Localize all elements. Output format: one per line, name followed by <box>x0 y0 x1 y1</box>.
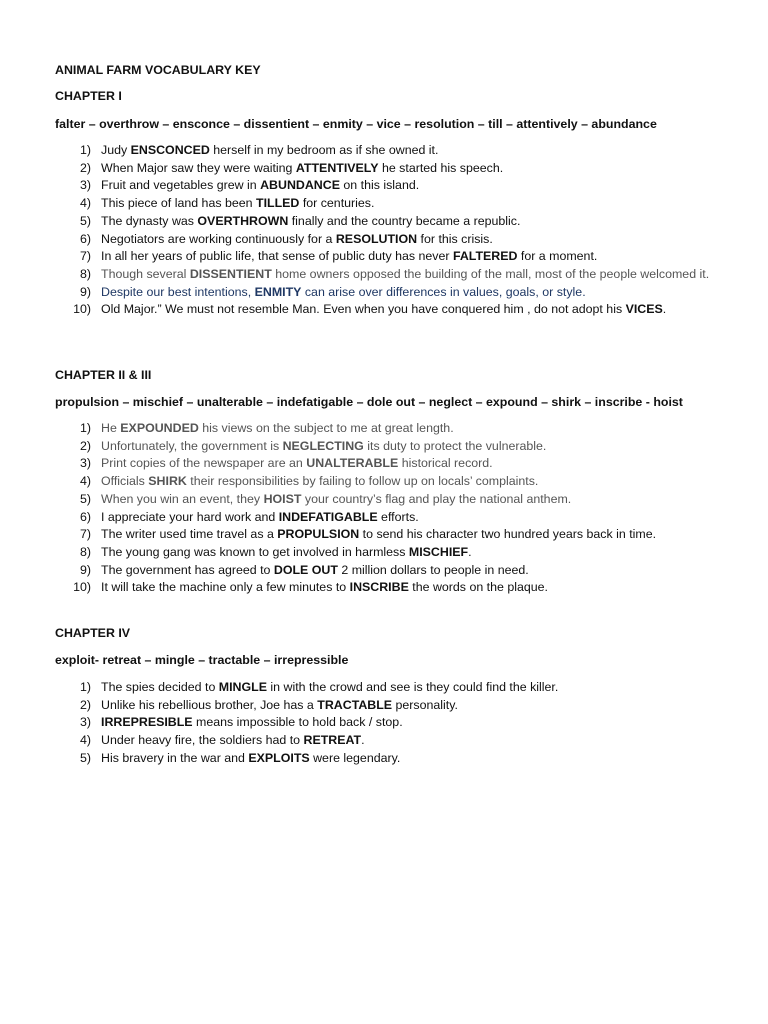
vocabulary-word: ENMITY <box>254 284 302 299</box>
sentence-text: Under heavy fire, the soldiers had to <box>101 733 304 748</box>
list-item <box>55 266 745 284</box>
vocabulary-word: RETREAT <box>303 733 362 748</box>
sentence-text: Despite our best intentions, <box>101 284 255 299</box>
sentence-text: I appreciate your hard work and <box>101 509 279 524</box>
item-number: 8) <box>79 544 91 559</box>
sentence-text: his views on the subject to me at great length. <box>198 421 454 435</box>
sentence-text: The dynasty was <box>101 213 198 228</box>
list-item <box>55 438 745 456</box>
sentence-text: Judy <box>101 143 131 157</box>
item-number: 4) <box>79 733 91 748</box>
item-number: 5) <box>79 213 91 228</box>
item-number: 5) <box>79 750 91 765</box>
list-item <box>55 732 745 750</box>
sentence-text: The government has agreed to <box>101 562 274 577</box>
sentence-text: in with the crowd and see is they could find the killer. <box>266 680 559 694</box>
list-item <box>55 697 745 715</box>
sentence-text: the words on the plaque. <box>408 580 548 595</box>
sentence-text: This piece of land has been <box>101 196 256 211</box>
sentence-text: It will take the machine only a few minutes to <box>101 580 350 595</box>
vocabulary-word: SHIRK <box>148 474 187 489</box>
sentence-text: The young gang was known to get involved in harmless <box>101 544 409 559</box>
sentence-text: home owners opposed the building of the mall, most of the people welcomed it. <box>271 266 710 281</box>
item-number: 10) <box>73 302 91 317</box>
vocabulary-word: EXPLOITS <box>248 750 310 765</box>
list-item <box>55 248 745 266</box>
item-number: 4) <box>79 196 91 211</box>
vocabulary-word: MISCHIEF <box>408 544 469 559</box>
list-item <box>55 455 745 473</box>
sentence-text: he started his speech. <box>378 160 504 175</box>
vocabulary-word: INDEFATIGABLE <box>278 509 378 524</box>
item-number: 2) <box>79 697 91 712</box>
item-number: 6) <box>79 231 91 246</box>
vocabulary-word: DISSENTIENT <box>189 266 272 281</box>
sentence-text: The spies decided to <box>101 680 219 694</box>
sentence-text: Old Major.” We must not resemble Man. Even when you have conquered him , do not adopt his <box>101 302 626 317</box>
chapter-4-heading: CHAPTER IV <box>55 626 131 640</box>
sentence-text: herself in my bedroom as if she owned it. <box>209 143 439 157</box>
sentence-text: Unlike his rebellious brother, Joe has a <box>101 697 318 712</box>
item-number: 3) <box>79 178 91 193</box>
item-number: 6) <box>79 509 91 524</box>
sentence-text: historical record. <box>398 456 493 471</box>
list-item <box>55 177 745 195</box>
item-number: 5) <box>79 491 91 506</box>
sentence-text: Negotiators are working continuously for a <box>101 231 336 246</box>
sentence-text: . <box>361 733 365 748</box>
sentence-text: for centuries. <box>299 196 375 211</box>
vocabulary-word: ATTENTIVELY <box>295 160 379 175</box>
sentence-text: Fruit and vegetables grew in <box>101 178 261 193</box>
sentence-text: for a moment. <box>517 249 598 264</box>
sentence-text: to send his character two hundred years back in time. <box>359 527 657 542</box>
list-item <box>55 420 745 438</box>
list-item <box>55 679 745 697</box>
vocabulary-word: FALTERED <box>452 249 518 264</box>
vocabulary-word: OVERTHROWN <box>197 213 289 228</box>
list-item <box>55 284 745 302</box>
sentence-text: . <box>468 544 472 559</box>
sentence-text: He <box>101 421 121 435</box>
list-item <box>55 562 745 580</box>
sentence-text: finally and the country became a republic. <box>288 213 521 228</box>
sentence-text: . <box>662 302 667 317</box>
document-title: ANIMAL FARM VOCABULARY KEY <box>55 63 261 77</box>
sentence-text: Print copies of the newspaper are an <box>101 456 307 471</box>
list-item <box>55 473 745 491</box>
sentence-text: on this island. <box>339 178 420 193</box>
sentence-text: 2 million dollars to people in need. <box>337 562 529 577</box>
sentence-text: His bravery in the war and <box>101 750 249 765</box>
sentence-text: When you win an event, they <box>101 491 264 506</box>
item-number: 10) <box>73 580 91 595</box>
list-item <box>55 491 745 509</box>
chapter-1-heading: CHAPTER I <box>55 89 122 103</box>
list-item <box>55 160 745 178</box>
list-item <box>55 195 745 213</box>
item-number: 1) <box>79 421 91 435</box>
item-number: 8) <box>79 266 91 281</box>
vocabulary-word: MINGLE <box>218 680 267 694</box>
vocabulary-word: TILLED <box>256 196 300 211</box>
chapter-2-3-sentence-list <box>55 420 745 597</box>
vocabulary-word: DOLE OUT <box>273 562 338 577</box>
vocabulary-word: TRACTABLE <box>317 697 393 712</box>
sentence-text: were legendary. <box>309 750 401 765</box>
item-number: 9) <box>79 562 91 577</box>
list-item <box>55 750 745 768</box>
sentence-text: The writer used time travel as a <box>101 527 278 542</box>
item-number: 3) <box>79 715 91 730</box>
sentence-text: efforts. <box>377 509 419 524</box>
list-item <box>55 142 745 160</box>
sentence-text: personality. <box>392 697 458 712</box>
sentence-text: Officials <box>101 474 149 489</box>
vocabulary-word: UNALTERABLE <box>306 456 399 471</box>
list-item <box>55 213 745 231</box>
list-item <box>55 544 745 562</box>
vocabulary-word: INSCRIBE <box>349 580 409 595</box>
chapter-1-word-list: falter – overthrow – ensconce – dissentient – enmity – vice – resolution – till – attentively – abundance <box>55 117 657 131</box>
sentence-text: Though several <box>101 266 190 281</box>
vocabulary-word: IRREPRESIBLE <box>101 715 193 730</box>
sentence-text: its duty to protect the vulnerable. <box>363 438 547 453</box>
vocabulary-word: EXPOUNDED <box>120 421 199 435</box>
sentence-text: In all her years of public life, that sense of public duty has never <box>101 249 453 264</box>
sentence-text: means impossible to hold back / stop. <box>192 715 403 730</box>
item-number: 1) <box>79 680 91 694</box>
list-item <box>55 579 745 597</box>
item-number: 1) <box>79 143 91 157</box>
item-number: 9) <box>79 284 91 299</box>
sentence-text: Unfortunately, the government is <box>101 438 283 453</box>
item-number: 2) <box>79 160 91 175</box>
list-item <box>55 714 745 732</box>
sentence-text: can arise over differences in values, goals, or style. <box>301 284 586 299</box>
sentence-text: When Major saw they were waiting <box>101 160 296 175</box>
item-number: 3) <box>79 456 91 471</box>
vocabulary-word: VICES <box>625 302 663 317</box>
item-number: 7) <box>79 527 91 542</box>
chapter-4-sentence-list <box>55 679 745 768</box>
vocabulary-word: NEGLECTING <box>282 438 364 453</box>
list-item <box>55 509 745 527</box>
list-item <box>55 301 745 319</box>
item-number: 2) <box>79 438 91 453</box>
vocabulary-word: HOIST <box>263 491 302 506</box>
sentence-text: for this crisis. <box>417 231 493 246</box>
item-number: 4) <box>79 474 91 489</box>
item-number: 7) <box>79 249 91 264</box>
chapter-4-word-list: exploit- retreat – mingle – tractable – irrepressible <box>55 653 349 667</box>
sentence-text: their responsibilities by failing to follow up on locals’ complaints. <box>186 474 539 489</box>
vocabulary-word: RESOLUTION <box>335 231 418 246</box>
sentence-text: your country’s flag and play the national anthem. <box>301 491 572 506</box>
chapter-1-sentence-list <box>55 142 745 319</box>
chapter-2-3-word-list: propulsion – mischief – unalterable – indefatigable – dole out – neglect – expound – shirk – inscribe - hoist <box>55 395 683 409</box>
vocabulary-word: PROPULSION <box>277 527 360 542</box>
vocabulary-word: ENSCONCED <box>130 143 210 157</box>
list-item <box>55 526 745 544</box>
list-item <box>55 231 745 249</box>
chapter-2-3-heading: CHAPTER II & III <box>55 368 152 382</box>
vocabulary-word: ABUNDANCE <box>260 178 340 193</box>
